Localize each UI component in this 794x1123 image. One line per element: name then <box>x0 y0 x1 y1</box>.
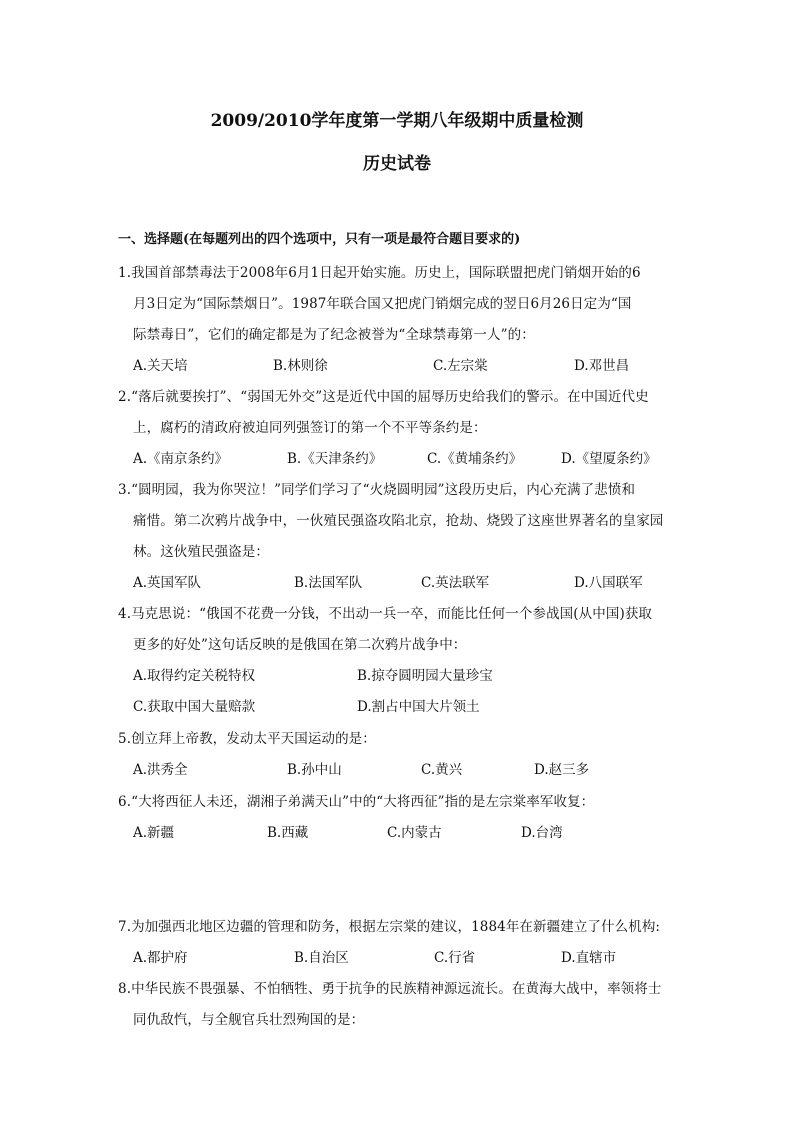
question-3-option-b: B.法国军队 <box>294 575 363 591</box>
question-5-option-d: D.赵三多 <box>534 762 590 778</box>
exam-subtitle: 历史试卷 <box>363 154 431 174</box>
question-5-option-b: B.孙中山 <box>287 762 342 778</box>
question-5-option-a: A.洪秀全 <box>133 762 188 778</box>
question-3-option-d: D.八国联军 <box>574 575 643 591</box>
question-1-option-a: A.关天培 <box>133 358 188 374</box>
question-3-line-3: 林。这伙殖民强盗是： <box>133 544 269 560</box>
question-4-option-d: D.割占中国大片领土 <box>357 699 480 715</box>
question-5-line-1: 5.创立拜上帝教，发动太平天国运动的是： <box>118 731 376 747</box>
question-7-line-1: 7.为加强西北地区边疆的管理和防务，根据左宗棠的建议，1884年在新疆建立了什么机构: <box>118 919 661 935</box>
question-4-option-a: A.取得约定关税特权 <box>133 668 256 684</box>
exam-title: 2009/2010学年度第一学期八年级期中质量检测 <box>210 111 584 131</box>
question-5-option-c: C.黄兴 <box>421 762 463 778</box>
question-1-option-b: B.林则徐 <box>273 358 328 374</box>
question-1-option-c: C.左宗棠 <box>433 358 488 374</box>
question-1-line-2: 月3日定为“国际禁烟日”。1987年联合国又把虎门销烟完成的翌日6月26日定为“国 <box>133 296 632 312</box>
question-7-option-d: D.直辖市 <box>561 950 617 966</box>
question-6-option-c: C.内蒙古 <box>387 825 442 841</box>
question-8-line-2: 同仇敌忾，与全舰官兵壮烈殉国的是： <box>133 1012 365 1028</box>
question-1-option-d: D.邓世昌 <box>574 358 630 374</box>
question-6-line-1: 6.“大将西征人未还，湖湘子弟满天山”中的“大将西征”指的是左宗棠率军收复： <box>118 794 595 810</box>
question-2-option-b: B.《天津条约》 <box>287 451 383 467</box>
question-8-line-1: 8.中华民族不畏强暴、不怕牺牲、勇于抗争的民族精神源远流长。在黄海大战中，率领将士 <box>118 981 662 997</box>
question-7-option-a: A.都护府 <box>133 950 188 966</box>
section-heading: 一、选择题(在每题列出的四个选项中，只有一项是最符合题目要求的) <box>118 232 521 247</box>
question-2-option-a: A.《南京条约》 <box>133 451 229 467</box>
question-4-option-b: B.掠夺圆明园大量珍宝 <box>357 668 493 684</box>
question-3-option-a: A.英国军队 <box>133 575 202 591</box>
question-6-option-b: B.西藏 <box>267 825 309 841</box>
question-3-line-2: 痛惜。第二次鸦片战争中，一伙殖民强盗攻陷北京，抢劫、烧毁了这座世界著名的皇家园 <box>133 513 664 529</box>
question-2-line-2: 上，腐朽的清政府被迫同列强签订的第一个不平等条约是： <box>133 420 487 436</box>
question-2-line-1: 2.“落后就要挨打”、“弱国无外交”这是近代中国的屈辱历史给我们的警示。在中国近代史 <box>118 389 649 405</box>
question-4-option-c: C.获取中国大量赔款 <box>133 699 256 715</box>
question-6-option-d: D.台湾 <box>521 825 563 841</box>
question-3-option-c: C.英法联军 <box>421 575 490 591</box>
question-6-option-a: A.新疆 <box>133 825 175 841</box>
question-2-option-c: C.《黄埔条约》 <box>427 451 523 467</box>
question-3-line-1: 3.“圆明园，我为你哭泣！”同学们学习了“火烧圆明园”这段历史后，内心充满了悲愤和 <box>118 482 636 498</box>
question-4-line-1: 4.马克思说：“俄国不花费一分钱，不出动一兵一卒，而能比任何一个参战国(从中国)获取 <box>118 606 653 622</box>
question-4-line-2: 更多的好处”这句话反映的是俄国在第二次鸦片战争中： <box>133 637 467 653</box>
question-2-option-d: D.《望厦条约》 <box>561 451 657 467</box>
question-1-line-3: 际禁毒日”，它们的确定都是为了纪念被誉为“全球禁毒第一人”的： <box>133 327 535 343</box>
question-7-option-c: C.行省 <box>434 950 476 966</box>
question-1-line-1: 1.我国首部禁毒法于2008年6月1日起开始实施。历史上，国际联盟把虎门销烟开始的6 <box>118 265 641 281</box>
question-7-option-b: B.自治区 <box>294 950 349 966</box>
